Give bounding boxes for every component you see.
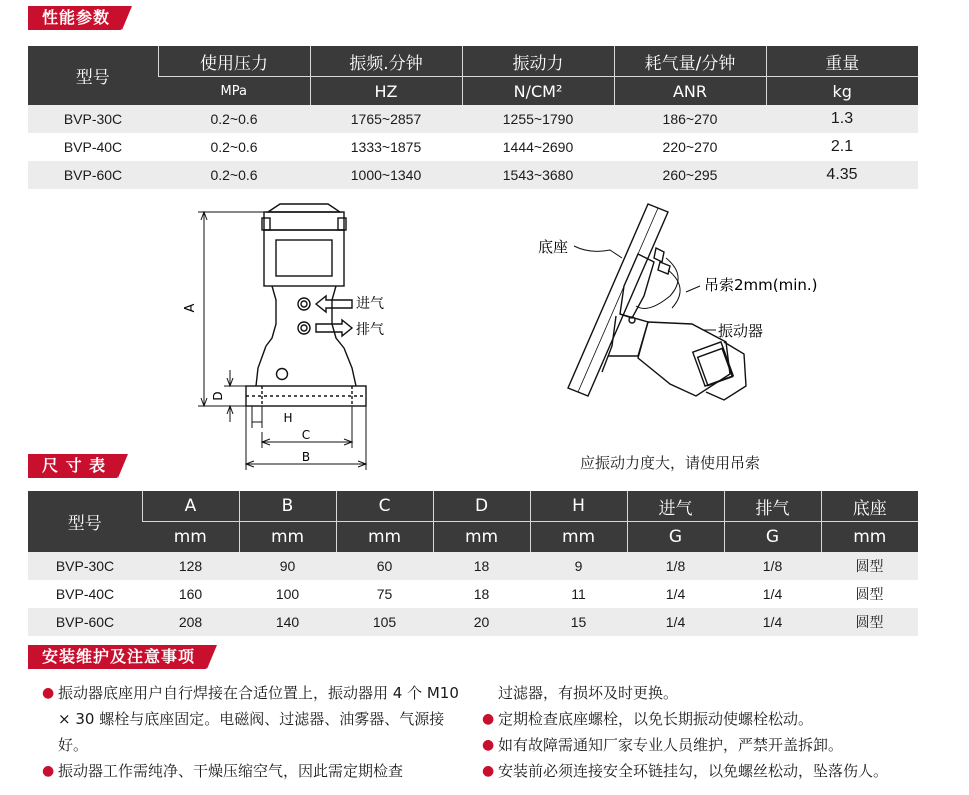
table-cell: 圆型 — [821, 552, 918, 580]
vibrator-label: 振动器 — [718, 322, 764, 340]
table-row — [28, 133, 918, 161]
spec-unit-pressure: MPa — [158, 77, 310, 106]
table-row — [28, 161, 918, 189]
table-cell: 1765~2857 — [310, 105, 462, 133]
spec-header-pressure: 使用压力 — [158, 46, 310, 77]
table-row — [28, 552, 918, 580]
table-cell: 1.3 — [766, 105, 918, 133]
rope-label: 吊索2mm(min.) — [704, 276, 818, 294]
spec-unit-air: ANR — [614, 77, 766, 106]
table-cell: 1333~1875 — [310, 133, 462, 161]
table-row — [28, 608, 918, 636]
table-cell: 圆型 — [821, 608, 918, 636]
dimension-table — [28, 491, 918, 636]
spec-header-weight: 重量 — [766, 46, 918, 77]
table-cell: BVP-30C — [28, 105, 158, 133]
dim-unit-a: mm — [142, 522, 239, 553]
bullet-icon: ● — [482, 737, 495, 753]
section-title-dimensions: 尺 寸 表 — [28, 454, 118, 478]
dim-header-d: D — [433, 491, 530, 522]
table-cell: 11 — [530, 580, 627, 608]
table-cell: 260~295 — [614, 161, 766, 189]
table-cell: 9 — [530, 552, 627, 580]
table-cell: 186~270 — [614, 105, 766, 133]
spec-unit-frequency: HZ — [310, 77, 462, 106]
table-cell: 1/4 — [627, 580, 724, 608]
table-cell: 0.2~0.6 — [158, 105, 310, 133]
table-cell: 0.2~0.6 — [158, 133, 310, 161]
list-item — [40, 680, 460, 758]
bullet-icon: ● — [482, 711, 495, 727]
table-cell: 18 — [433, 552, 530, 580]
table-cell: 90 — [239, 552, 336, 580]
table-cell: 4.35 — [766, 161, 918, 189]
dim-unit-inlet: G — [627, 522, 724, 553]
table-cell: 105 — [336, 608, 433, 636]
table-cell: 1543~3680 — [462, 161, 614, 189]
table-cell: 0.2~0.6 — [158, 161, 310, 189]
table-cell: 1000~1340 — [310, 161, 462, 189]
dim-unit-c: mm — [336, 522, 433, 553]
table-cell: 2.1 — [766, 133, 918, 161]
inlet-label: 进气 — [356, 296, 384, 312]
dim-header-outlet: 排气 — [724, 491, 821, 522]
note-text: 安装前必须连接安全环链挂勾，以免螺丝松动，坠落伤人。 — [498, 762, 889, 780]
list-item — [480, 758, 950, 784]
spec-table — [28, 46, 918, 189]
spec-header-force: 振动力 — [462, 46, 614, 77]
dim-unit-h: mm — [530, 522, 627, 553]
spec-unit-weight: kg — [766, 77, 918, 106]
dim-label-d: D — [211, 391, 225, 401]
table-cell: 60 — [336, 552, 433, 580]
dim-model-header: 型号 — [28, 491, 142, 552]
table-cell: 160 — [142, 580, 239, 608]
table-cell: 1/4 — [724, 580, 821, 608]
note-text: 定期检查底座螺栓，以免长期振动使螺栓松动。 — [498, 710, 814, 728]
table-row — [28, 580, 918, 608]
dim-header-h: H — [530, 491, 627, 522]
dim-header-inlet: 进气 — [627, 491, 724, 522]
table-cell: 1444~2690 — [462, 133, 614, 161]
dim-label-h: H — [283, 411, 293, 425]
table-cell: 1/4 — [627, 608, 724, 636]
table-cell: 1/8 — [627, 552, 724, 580]
dim-header-b: B — [239, 491, 336, 522]
table-cell: BVP-60C — [28, 161, 158, 189]
dim-unit-outlet: G — [724, 522, 821, 553]
list-item — [480, 706, 950, 732]
spec-unit-force: N/CM² — [462, 77, 614, 106]
notes-left — [40, 680, 460, 784]
dim-unit-base: mm — [821, 522, 918, 553]
dim-header-c: C — [336, 491, 433, 522]
bullet-icon: ● — [482, 763, 495, 779]
bullet-icon: ● — [42, 685, 55, 701]
spec-header-air: 耗气量/分钟 — [614, 46, 766, 77]
table-cell: 128 — [142, 552, 239, 580]
dim-unit-b: mm — [239, 522, 336, 553]
table-cell: 18 — [433, 580, 530, 608]
spec-header-frequency: 振频.分钟 — [310, 46, 462, 77]
dim-label-a: A — [183, 303, 198, 313]
table-cell: 1255~1790 — [462, 105, 614, 133]
bullet-icon: ● — [42, 763, 55, 779]
sling-caption: 应振动力度大，请使用吊索 — [580, 454, 761, 472]
note-text: 如有故障需通知厂家专业人员维护，严禁开盖拆卸。 — [498, 736, 844, 754]
dim-header-a: A — [142, 491, 239, 522]
base-label: 底座 — [538, 238, 569, 256]
note-text: 振动器工作需纯净、干燥压缩空气，因此需定期检查 — [58, 762, 404, 780]
table-cell: 75 — [336, 580, 433, 608]
spec-model-header: 型号 — [28, 46, 158, 105]
vibrator-dimension-drawing — [180, 196, 390, 474]
table-row — [28, 105, 918, 133]
table-cell: BVP-40C — [28, 133, 158, 161]
table-cell: BVP-60C — [28, 608, 142, 636]
table-cell: 1/8 — [724, 552, 821, 580]
section-title-maintenance: 安装维护及注意事项 — [28, 645, 207, 669]
table-cell: BVP-30C — [28, 552, 142, 580]
table-cell: 15 — [530, 608, 627, 636]
table-cell: 208 — [142, 608, 239, 636]
dim-label-c: C — [301, 428, 311, 442]
table-cell: BVP-40C — [28, 580, 142, 608]
table-cell: 220~270 — [614, 133, 766, 161]
note-text: 振动器底座用户自行焊接在合适位置上，振动器用 4 个 M10 × 30 螺栓与底座固定。电磁阀、过滤器、油雾器、气源接好。 — [58, 684, 459, 754]
table-cell: 1/4 — [724, 608, 821, 636]
note-continuation: 过滤器，有损坏及时更换。 — [498, 684, 679, 702]
dim-header-base: 底座 — [821, 491, 918, 522]
installation-drawing — [520, 196, 850, 424]
table-cell: 140 — [239, 608, 336, 636]
dim-unit-d: mm — [433, 522, 530, 553]
outlet-label: 排气 — [356, 322, 384, 338]
table-cell: 圆型 — [821, 580, 918, 608]
dim-label-b: B — [301, 450, 311, 464]
notes-right — [480, 680, 950, 784]
table-cell: 100 — [239, 580, 336, 608]
list-item — [480, 732, 950, 758]
list-item — [40, 758, 460, 784]
table-cell: 20 — [433, 608, 530, 636]
section-title-performance: 性能参数 — [28, 6, 122, 30]
